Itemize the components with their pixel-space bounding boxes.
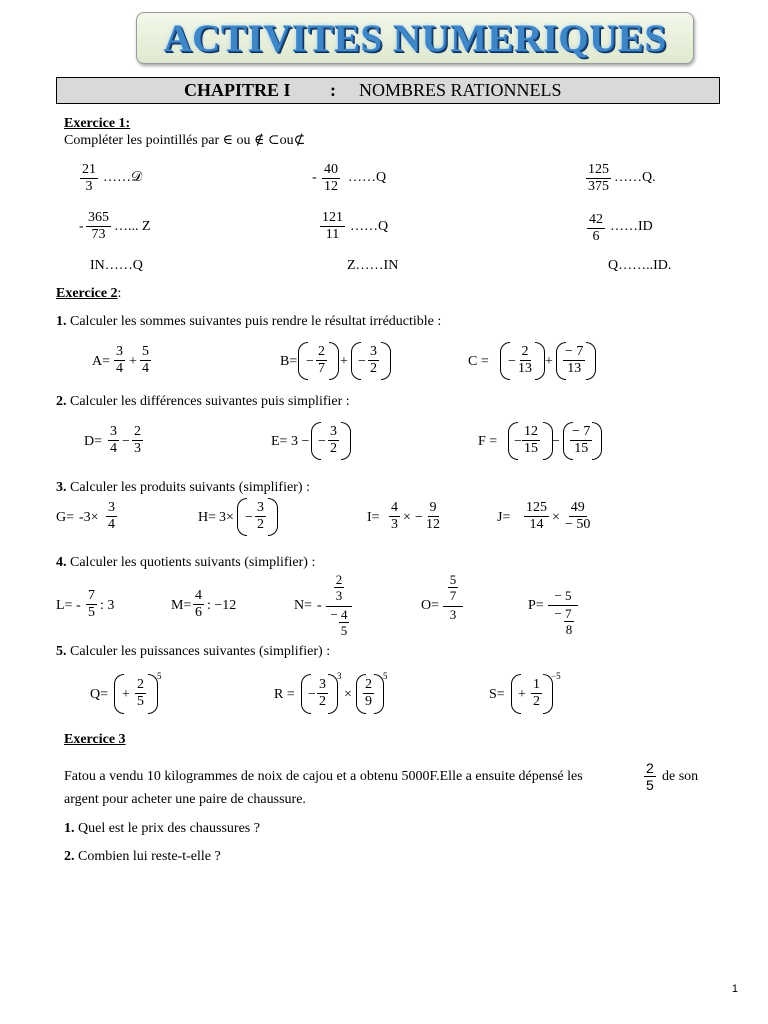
fraction: $\frac{3}{2}$ — [370, 344, 377, 376]
chapter-label: CHAPITRE I — [184, 80, 291, 100]
paren — [381, 342, 391, 380]
ex1-item: IN……Q — [90, 258, 143, 273]
operator: × — [344, 687, 352, 702]
ex3-q1: 1. Quel est le prix des chaussures ? — [64, 821, 260, 836]
operator: × — [403, 510, 411, 525]
expr-f-label: F = — [478, 434, 498, 449]
banner-title: ACTIVITES NUMERIQUES — [163, 17, 667, 60]
operator: + — [129, 354, 137, 369]
ex3-text-line1-end: de son — [662, 769, 699, 784]
ex1-instruction: Compléter les pointillés par ∈ ou ∉ ⊂ou⊄ — [64, 133, 306, 148]
suffix: : −12 — [207, 598, 237, 613]
expr-l-label: L= — [56, 598, 73, 613]
expr-g-label: G= — [56, 510, 75, 525]
fraction: $\frac{2}{7}$ — [318, 344, 325, 376]
ex2-q5: 5. Calculer les puissances suivantes (simplifier) : — [56, 644, 331, 659]
fraction: $\frac{12}{15}$ — [524, 424, 538, 456]
ex1-sign: - — [312, 170, 317, 185]
operator: + — [545, 354, 553, 369]
fraction: $\frac{5}{4}$ — [142, 344, 149, 376]
exponent: 5 — [383, 671, 388, 681]
ex1-blank: ……Q. — [614, 170, 656, 185]
paren — [341, 422, 351, 460]
fraction: $\frac{3}{4}$ — [116, 344, 123, 376]
ex1-fraction: $\frac{365}{73}$ — [88, 210, 109, 242]
chapter-colon: : — [330, 80, 336, 100]
fraction: $\frac{4}{3}$ — [391, 500, 398, 532]
ex2-q4: 4. Calculer les quotients suivants (simplifier) : — [56, 555, 316, 570]
ex2-colon: : — [117, 286, 122, 301]
fraction: $\frac{4}{6}$ — [195, 588, 202, 620]
sign: − — [306, 354, 314, 369]
ex1-fraction: $\frac{42}{6}$ — [589, 212, 603, 244]
expr-c-label: C = — [468, 354, 489, 369]
fraction: $\frac{2}{9}$ — [365, 677, 372, 709]
fraction: $\frac{9}{12}$ — [426, 500, 440, 532]
ex1-item: Z……IN — [347, 258, 399, 273]
fraction: $\frac{49}{- 50}$ — [565, 500, 591, 532]
expr-o-label: O= — [421, 598, 440, 613]
fraction: $\frac{1}{2}$ — [533, 677, 540, 709]
sign: - — [76, 598, 81, 613]
exponent: 5 — [157, 671, 162, 681]
prefix: 3 − — [291, 434, 310, 449]
ex1-item: Q……..ID. — [608, 258, 672, 273]
ex3-q2: 2. Combien lui reste-t-elle ? — [64, 849, 221, 864]
expr-j-label: J= — [497, 510, 511, 525]
title-banner — [136, 12, 694, 64]
exponent: 3 — [337, 671, 342, 681]
paren — [535, 342, 545, 380]
expr-d-label: D= — [84, 434, 103, 449]
fraction: $\frac{3}{2}$ — [319, 677, 326, 709]
fraction: $\frac{125}{14}$ — [526, 500, 547, 532]
ex1-fraction: $\frac{21}{3}$ — [82, 162, 96, 194]
ex1-blank: ……Q — [348, 170, 387, 185]
expr-q-label: Q= — [90, 687, 109, 702]
expr-s-label: S= — [489, 687, 505, 702]
ex1-fraction: $\frac{125}{375}$ — [588, 162, 609, 194]
ex1-title: Exercice 1: — [64, 116, 131, 131]
sign: − — [358, 354, 366, 369]
fraction: $\frac{3}{2}$ — [330, 424, 337, 456]
paren — [586, 342, 596, 380]
sign: + — [122, 687, 130, 702]
ex2-q3: 3. Calculer les produits suivants (simplifier) : — [56, 480, 310, 495]
fraction: $\frac{7}{5}$ — [88, 588, 95, 620]
expr-r-label: R = — [274, 687, 295, 702]
expr-i-label: I= — [367, 510, 380, 525]
ex2-q2: 2. Calculer les différences suivantes puis simplifier : — [56, 394, 350, 409]
prefix: 3× — [219, 510, 234, 525]
ex3-text-line1: Fatou a vendu 10 kilogrammes de noix de cajou et a obtenu 5000F.Elle a ensuite dépensé les — [64, 769, 583, 784]
sign: − — [415, 510, 423, 525]
expr-a-label: A= — [92, 354, 111, 369]
ex1-fraction: $\frac{40}{12}$ — [324, 162, 338, 194]
fraction: $\frac{- 7}{15}$ — [572, 424, 591, 456]
expr-n-label: N= — [294, 598, 313, 613]
expr-p-label: P= — [528, 598, 544, 613]
ex1-blank: ……𝒟 — [103, 170, 143, 185]
ex3-text-line2: argent pour acheter une paire de chaussure. — [64, 792, 306, 807]
sign: + — [518, 687, 526, 702]
ex2-title: Exercice 2 — [56, 286, 118, 301]
fraction: $\frac{- 7}{13}$ — [565, 344, 584, 376]
compound-fraction: 2 3 − 4 5 — [326, 572, 352, 638]
operator: − — [552, 434, 560, 449]
expr-h-label: H= — [198, 510, 217, 525]
ex1-blank: ……Q — [350, 219, 389, 234]
ex1-sign: - — [79, 219, 84, 234]
chapter-title: NOMBRES RATIONNELS — [359, 80, 562, 100]
paren — [592, 422, 602, 460]
suffix: : 3 — [100, 598, 115, 613]
paren — [329, 342, 339, 380]
fraction: $\frac{3}{4}$ — [108, 500, 115, 532]
sign: − — [318, 434, 326, 449]
fraction: $\frac{2}{13}$ — [518, 344, 532, 376]
exponent: −5 — [551, 671, 561, 681]
ex1-blank: …... Z — [114, 219, 151, 234]
ex2-heading — [56, 286, 121, 302]
compound-fraction: − 5 − 7 8 — [548, 588, 578, 637]
chapter-bar — [56, 77, 720, 104]
expr-e-label: E= — [271, 434, 288, 449]
operator: × — [552, 510, 560, 525]
fraction: $\frac{2}{5}$ — [137, 677, 144, 709]
operator: − — [122, 434, 130, 449]
page-number: 1 — [731, 983, 738, 995]
fraction: $\frac{3}{4}$ — [110, 424, 117, 456]
ex3-title: Exercice 3 — [64, 732, 126, 747]
sign: − — [245, 510, 253, 525]
fraction: $\frac{2}{3}$ — [134, 424, 141, 456]
ex3-fraction: $\frac{2}{5}$ — [646, 760, 654, 793]
ex2-q1: 1. Calculer les sommes suivantes puis rendre le résultat irréductible : — [56, 314, 442, 329]
compound-fraction: 5 7 3 — [443, 572, 463, 622]
expr-m-label: M= — [171, 598, 192, 613]
sign: − — [514, 434, 522, 449]
operator: + — [340, 354, 348, 369]
ex1-blank: ……ID — [610, 219, 653, 234]
fraction: $\frac{3}{2}$ — [257, 500, 264, 532]
sign: - — [317, 598, 322, 613]
sign: − — [308, 687, 316, 702]
paren — [268, 498, 278, 536]
ex1-fraction: $\frac{121}{11}$ — [322, 210, 343, 242]
sign: − — [508, 354, 516, 369]
expr-b-label: B= — [280, 354, 298, 369]
prefix: -3× — [79, 510, 99, 525]
